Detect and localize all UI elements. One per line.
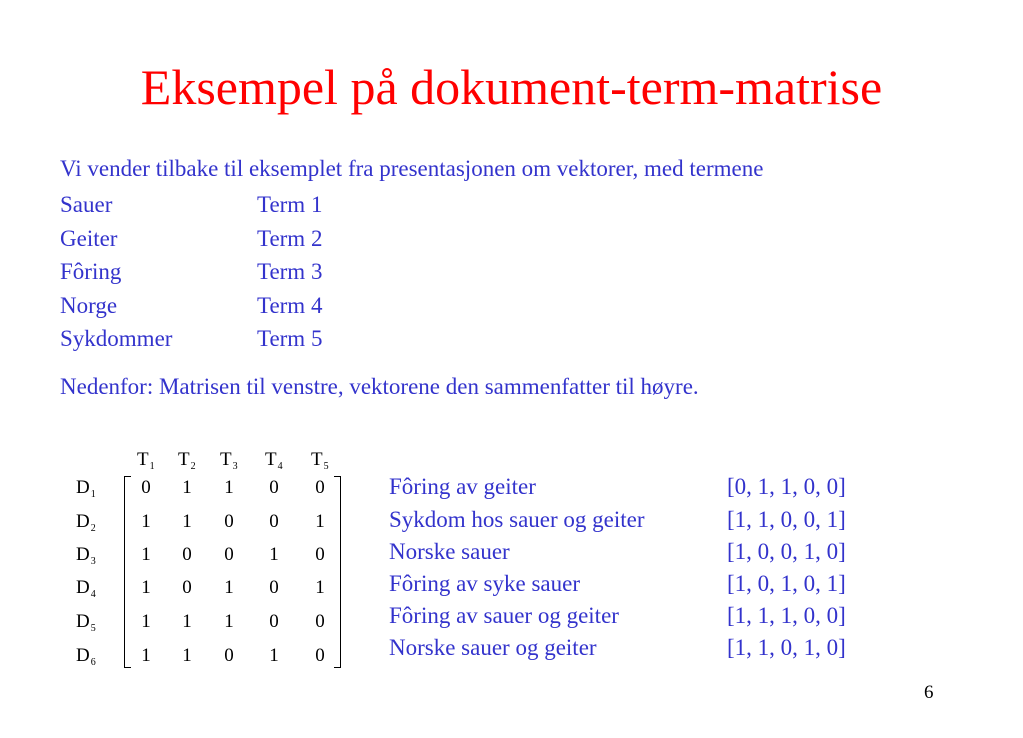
row-letter: D xyxy=(76,611,90,632)
matrix-cell: 1 xyxy=(269,645,279,666)
matrix-cell: 0 xyxy=(315,544,325,565)
matrix-cell: 1 xyxy=(141,577,151,598)
matrix-description: Nedenfor: Matrisen til venstre, vektorene den sammenfatter til høyre. xyxy=(60,374,699,399)
matrix-cell: 1 xyxy=(141,645,151,666)
row-letter: D xyxy=(76,544,90,565)
column-letter: T xyxy=(265,449,277,470)
matrix-cell: 0 xyxy=(269,511,279,532)
row-letter: D xyxy=(76,645,90,666)
term-name: Fôring xyxy=(60,259,122,284)
row-index: 1 xyxy=(90,489,96,500)
document-vector: [1, 1, 1, 0, 0] xyxy=(727,603,846,628)
matrix-cell: 1 xyxy=(141,611,151,632)
row-letter: D xyxy=(76,577,90,598)
column-index: 1 xyxy=(149,461,155,472)
matrix-row-label xyxy=(76,645,96,668)
row-index: 6 xyxy=(90,657,96,668)
matrix-cell: 1 xyxy=(141,544,151,565)
document-vector: [1, 1, 0, 0, 1] xyxy=(727,507,846,532)
term-label: Term 3 xyxy=(257,259,323,284)
column-index: 3 xyxy=(232,461,238,472)
row-letter: D xyxy=(76,511,90,532)
matrix-column-header xyxy=(137,449,155,472)
matrix-left-bracket xyxy=(124,476,131,668)
matrix-column-header xyxy=(311,449,329,472)
term-label: Term 5 xyxy=(257,326,323,351)
matrix-cell: 0 xyxy=(315,645,325,666)
term-label: Term 2 xyxy=(257,226,323,251)
document-vector: [0, 1, 1, 0, 0] xyxy=(727,474,846,499)
matrix-column-header xyxy=(178,449,196,472)
matrix-cell: 1 xyxy=(182,477,192,498)
term-name: Geiter xyxy=(60,226,118,251)
document-vector: [1, 1, 0, 1, 0] xyxy=(727,635,846,660)
matrix-row-label xyxy=(76,577,96,600)
matrix-row-label xyxy=(76,544,96,567)
matrix-cell: 0 xyxy=(269,477,279,498)
matrix-row-label xyxy=(76,477,96,500)
matrix-cell: 1 xyxy=(224,577,234,598)
matrix-cell: 1 xyxy=(224,611,234,632)
matrix-cell: 1 xyxy=(269,544,279,565)
matrix-column-header xyxy=(220,449,238,472)
matrix-cell: 0 xyxy=(141,477,151,498)
row-letter: D xyxy=(76,477,90,498)
matrix-cell: 0 xyxy=(182,577,192,598)
matrix-column-header xyxy=(265,449,283,472)
matrix-row-label xyxy=(76,611,96,634)
matrix-cell: 1 xyxy=(182,611,192,632)
matrix-cell: 0 xyxy=(269,611,279,632)
column-index: 4 xyxy=(277,461,283,472)
term-name: Sauer xyxy=(60,192,113,217)
document-description: Norske sauer xyxy=(389,539,510,564)
document-vector: [1, 0, 1, 0, 1] xyxy=(727,571,846,596)
column-index: 2 xyxy=(190,461,196,472)
document-description: Fôring av geiter xyxy=(389,474,536,499)
column-letter: T xyxy=(137,449,149,470)
row-index: 2 xyxy=(90,523,96,534)
matrix-cell: 1 xyxy=(315,577,325,598)
matrix-cell: 0 xyxy=(315,611,325,632)
intro-text: Vi vender tilbake til eksemplet fra presentasjonen om vektorer, med termene xyxy=(60,156,764,181)
slide-title: Eksempel på dokument-term-matrise xyxy=(140,59,883,115)
page-number: 6 xyxy=(924,682,934,703)
column-letter: T xyxy=(220,449,232,470)
matrix-row-label xyxy=(76,511,96,534)
document-description: Fôring av sauer og geiter xyxy=(389,603,619,628)
matrix-right-bracket xyxy=(334,476,341,668)
matrix-cell: 1 xyxy=(315,511,325,532)
row-index: 5 xyxy=(90,623,96,634)
matrix-cell: 0 xyxy=(224,544,234,565)
row-index: 4 xyxy=(90,589,96,600)
term-name: Sykdommer xyxy=(60,326,173,351)
document-vector: [1, 0, 0, 1, 0] xyxy=(727,539,846,564)
term-name: Norge xyxy=(60,293,118,318)
matrix-cell: 0 xyxy=(224,511,234,532)
column-index: 5 xyxy=(323,461,329,472)
matrix-cell: 1 xyxy=(141,511,151,532)
matrix-cell: 1 xyxy=(224,477,234,498)
document-description: Fôring av syke sauer xyxy=(389,571,580,596)
document-description: Sykdom hos sauer og geiter xyxy=(389,507,645,532)
matrix-cell: 0 xyxy=(269,577,279,598)
column-letter: T xyxy=(178,449,190,470)
matrix-cell: 1 xyxy=(182,511,192,532)
row-index: 3 xyxy=(90,556,96,567)
document-description: Norske sauer og geiter xyxy=(389,635,597,660)
matrix-cell: 1 xyxy=(182,645,192,666)
term-label: Term 1 xyxy=(257,192,323,217)
term-label: Term 4 xyxy=(257,293,323,318)
matrix-cell: 0 xyxy=(182,544,192,565)
matrix-cell: 0 xyxy=(315,477,325,498)
column-letter: T xyxy=(311,449,323,470)
matrix-cell: 0 xyxy=(224,645,234,666)
